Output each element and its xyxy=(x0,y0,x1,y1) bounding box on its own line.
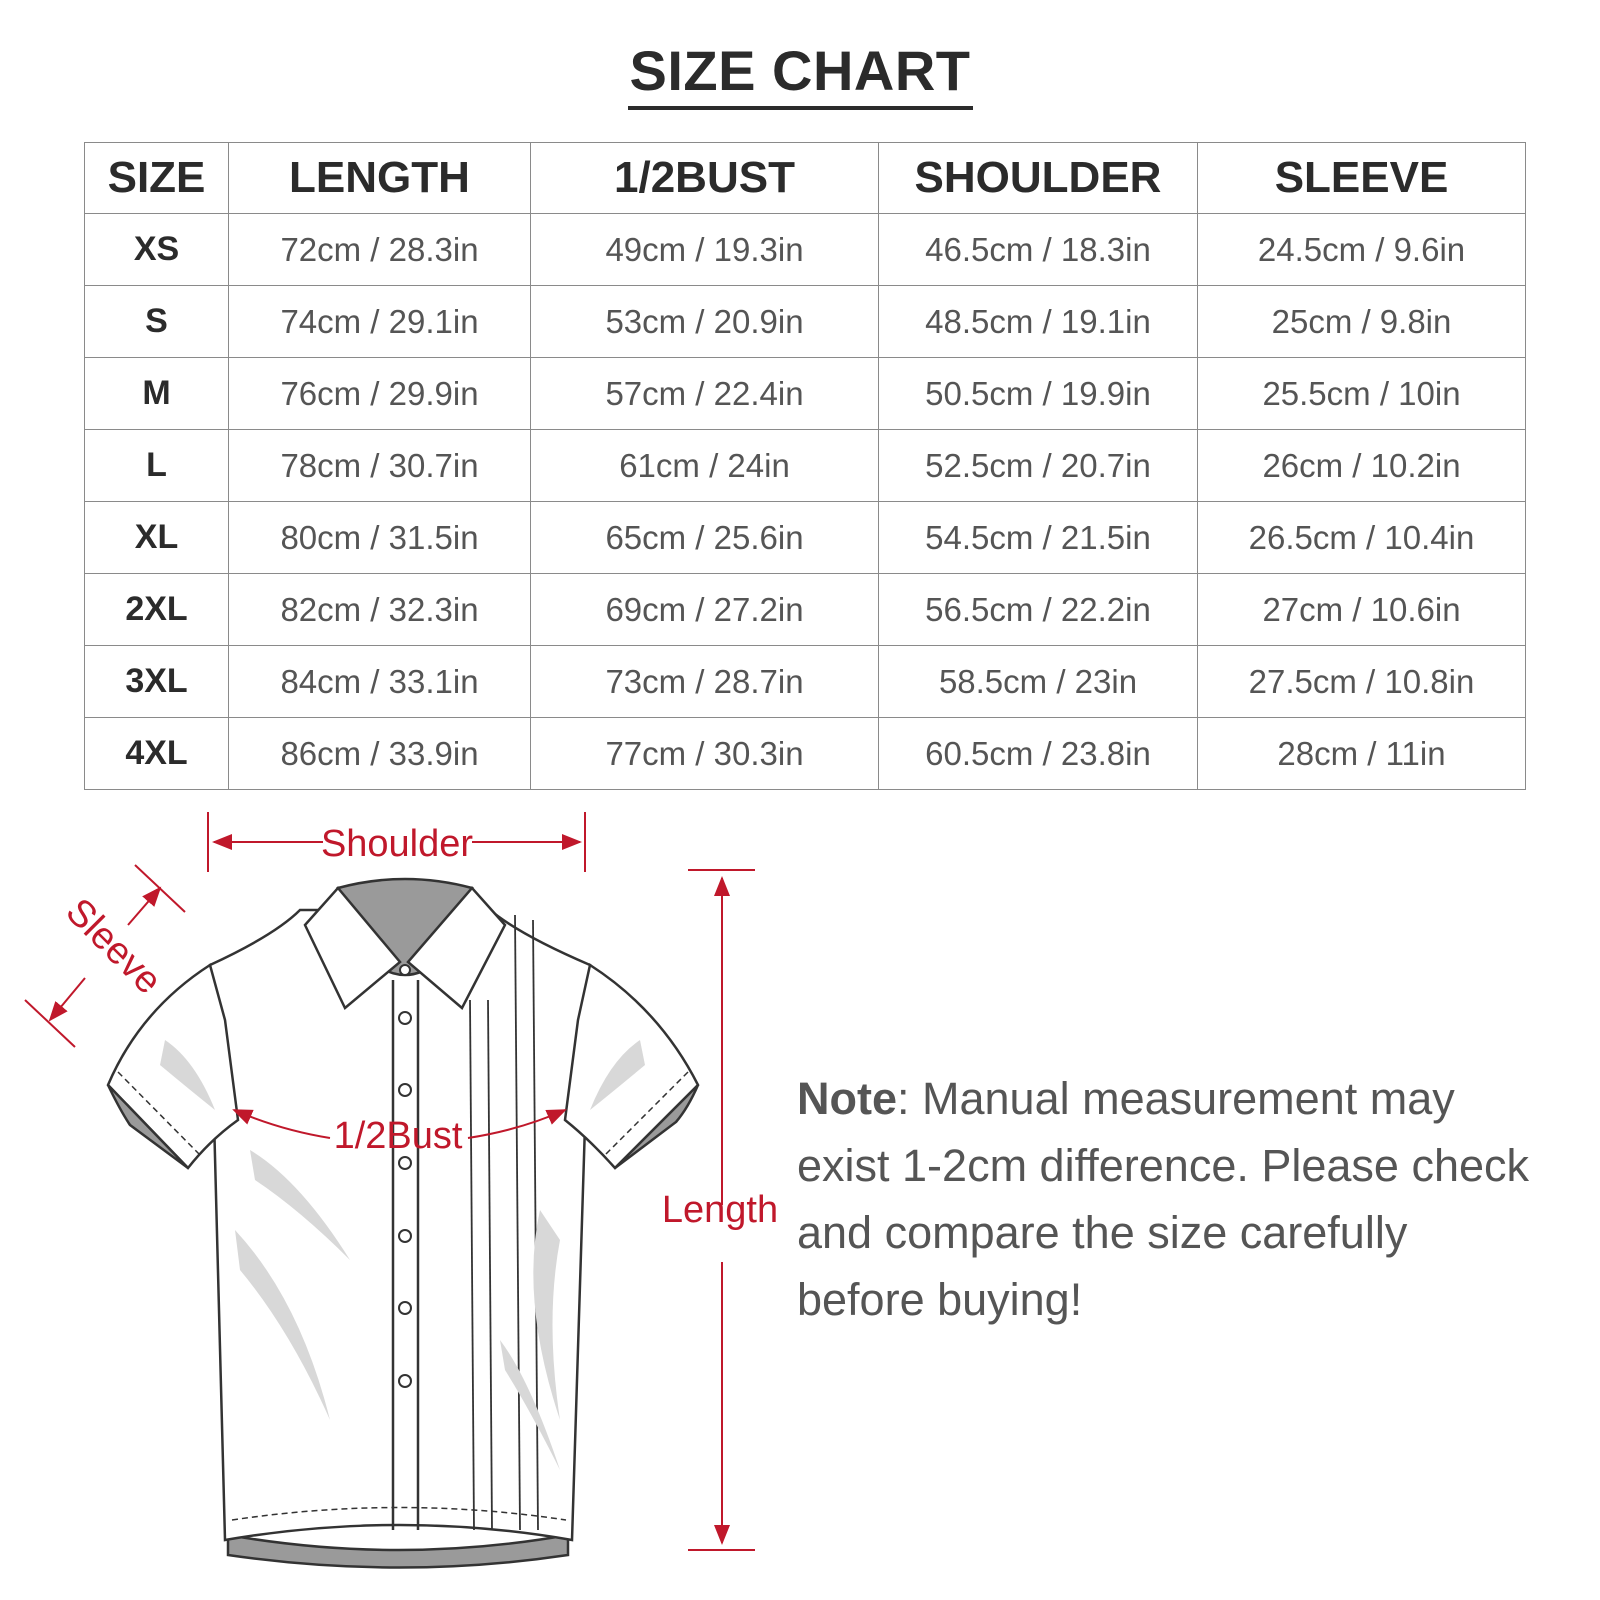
length-cell: 82cm / 32.3in xyxy=(229,574,531,646)
bust-cell: 53cm / 20.9in xyxy=(531,286,879,358)
note-label: Note xyxy=(797,1073,897,1124)
size-cell: S xyxy=(85,286,229,358)
shoulder-cell: 60.5cm / 23.8in xyxy=(879,718,1198,790)
sleeve-cell: 26cm / 10.2in xyxy=(1198,430,1526,502)
sleeve-cell: 27.5cm / 10.8in xyxy=(1198,646,1526,718)
bust-cell: 65cm / 25.6in xyxy=(531,502,879,574)
length-cell: 84cm / 33.1in xyxy=(229,646,531,718)
table-row xyxy=(85,214,1526,286)
length-cell: 76cm / 29.9in xyxy=(229,358,531,430)
sleeve-cell: 25.5cm / 10in xyxy=(1198,358,1526,430)
table-row xyxy=(85,358,1526,430)
size-cell: M xyxy=(85,358,229,430)
length-cell: 74cm / 29.1in xyxy=(229,286,531,358)
bust-cell: 61cm / 24in xyxy=(531,430,879,502)
length-cell: 72cm / 28.3in xyxy=(229,214,531,286)
title-text: SIZE CHART xyxy=(628,39,973,110)
shoulder-cell: 52.5cm / 20.7in xyxy=(879,430,1198,502)
shoulder-cell: 48.5cm / 19.1in xyxy=(879,286,1198,358)
shoulder-cell: 56.5cm / 22.2in xyxy=(879,574,1198,646)
shoulder-cell: 58.5cm / 23in xyxy=(879,646,1198,718)
shoulder-cell: 50.5cm / 19.9in xyxy=(879,358,1198,430)
size-cell: XS xyxy=(85,214,229,286)
table-row xyxy=(85,430,1526,502)
size-cell: 4XL xyxy=(85,718,229,790)
header-shoulder: SHOULDER xyxy=(879,143,1198,214)
size-cell: 2XL xyxy=(85,574,229,646)
table-row xyxy=(85,502,1526,574)
size-cell: L xyxy=(85,430,229,502)
table-row xyxy=(85,646,1526,718)
table-row xyxy=(85,718,1526,790)
bust-label: 1/2Bust xyxy=(333,1115,463,1157)
bust-cell: 57cm / 22.4in xyxy=(531,358,879,430)
table-header-row xyxy=(85,143,1526,214)
measurement-note xyxy=(797,1065,1537,1333)
shoulder-cell: 46.5cm / 18.3in xyxy=(879,214,1198,286)
sleeve-cell: 26.5cm / 10.4in xyxy=(1198,502,1526,574)
bust-cell: 73cm / 28.7in xyxy=(531,646,879,718)
size-cell: 3XL xyxy=(85,646,229,718)
bust-cell: 69cm / 27.2in xyxy=(531,574,879,646)
bust-cell: 49cm / 19.3in xyxy=(531,214,879,286)
header-sleeve: SLEEVE xyxy=(1198,143,1526,214)
bust-cell: 77cm / 30.3in xyxy=(531,718,879,790)
sleeve-cell: 28cm / 11in xyxy=(1198,718,1526,790)
sleeve-cell: 24.5cm / 9.6in xyxy=(1198,214,1526,286)
header-size: SIZE xyxy=(85,143,229,214)
shoulder-cell: 54.5cm / 21.5in xyxy=(879,502,1198,574)
length-cell: 86cm / 33.9in xyxy=(229,718,531,790)
table-row xyxy=(85,574,1526,646)
shirt-illustration xyxy=(108,879,698,1568)
note-text: : Manual measurement may exist 1-2cm difference. Please check and compare the size carefully before buying! xyxy=(797,1073,1530,1325)
header-length: LENGTH xyxy=(229,143,531,214)
length-label: Length xyxy=(661,1189,779,1231)
shirt-measurement-diagram xyxy=(0,810,800,1600)
size-chart-title xyxy=(0,38,1600,103)
size-table xyxy=(84,142,1526,790)
sleeve-label: Sleeve xyxy=(57,890,170,1003)
table-row xyxy=(85,286,1526,358)
sleeve-cell: 27cm / 10.6in xyxy=(1198,574,1526,646)
sleeve-cell: 25cm / 9.8in xyxy=(1198,286,1526,358)
length-cell: 80cm / 31.5in xyxy=(229,502,531,574)
header-bust: 1/2BUST xyxy=(531,143,879,214)
length-cell: 78cm / 30.7in xyxy=(229,430,531,502)
shoulder-label: Shoulder xyxy=(320,823,474,865)
size-cell: XL xyxy=(85,502,229,574)
